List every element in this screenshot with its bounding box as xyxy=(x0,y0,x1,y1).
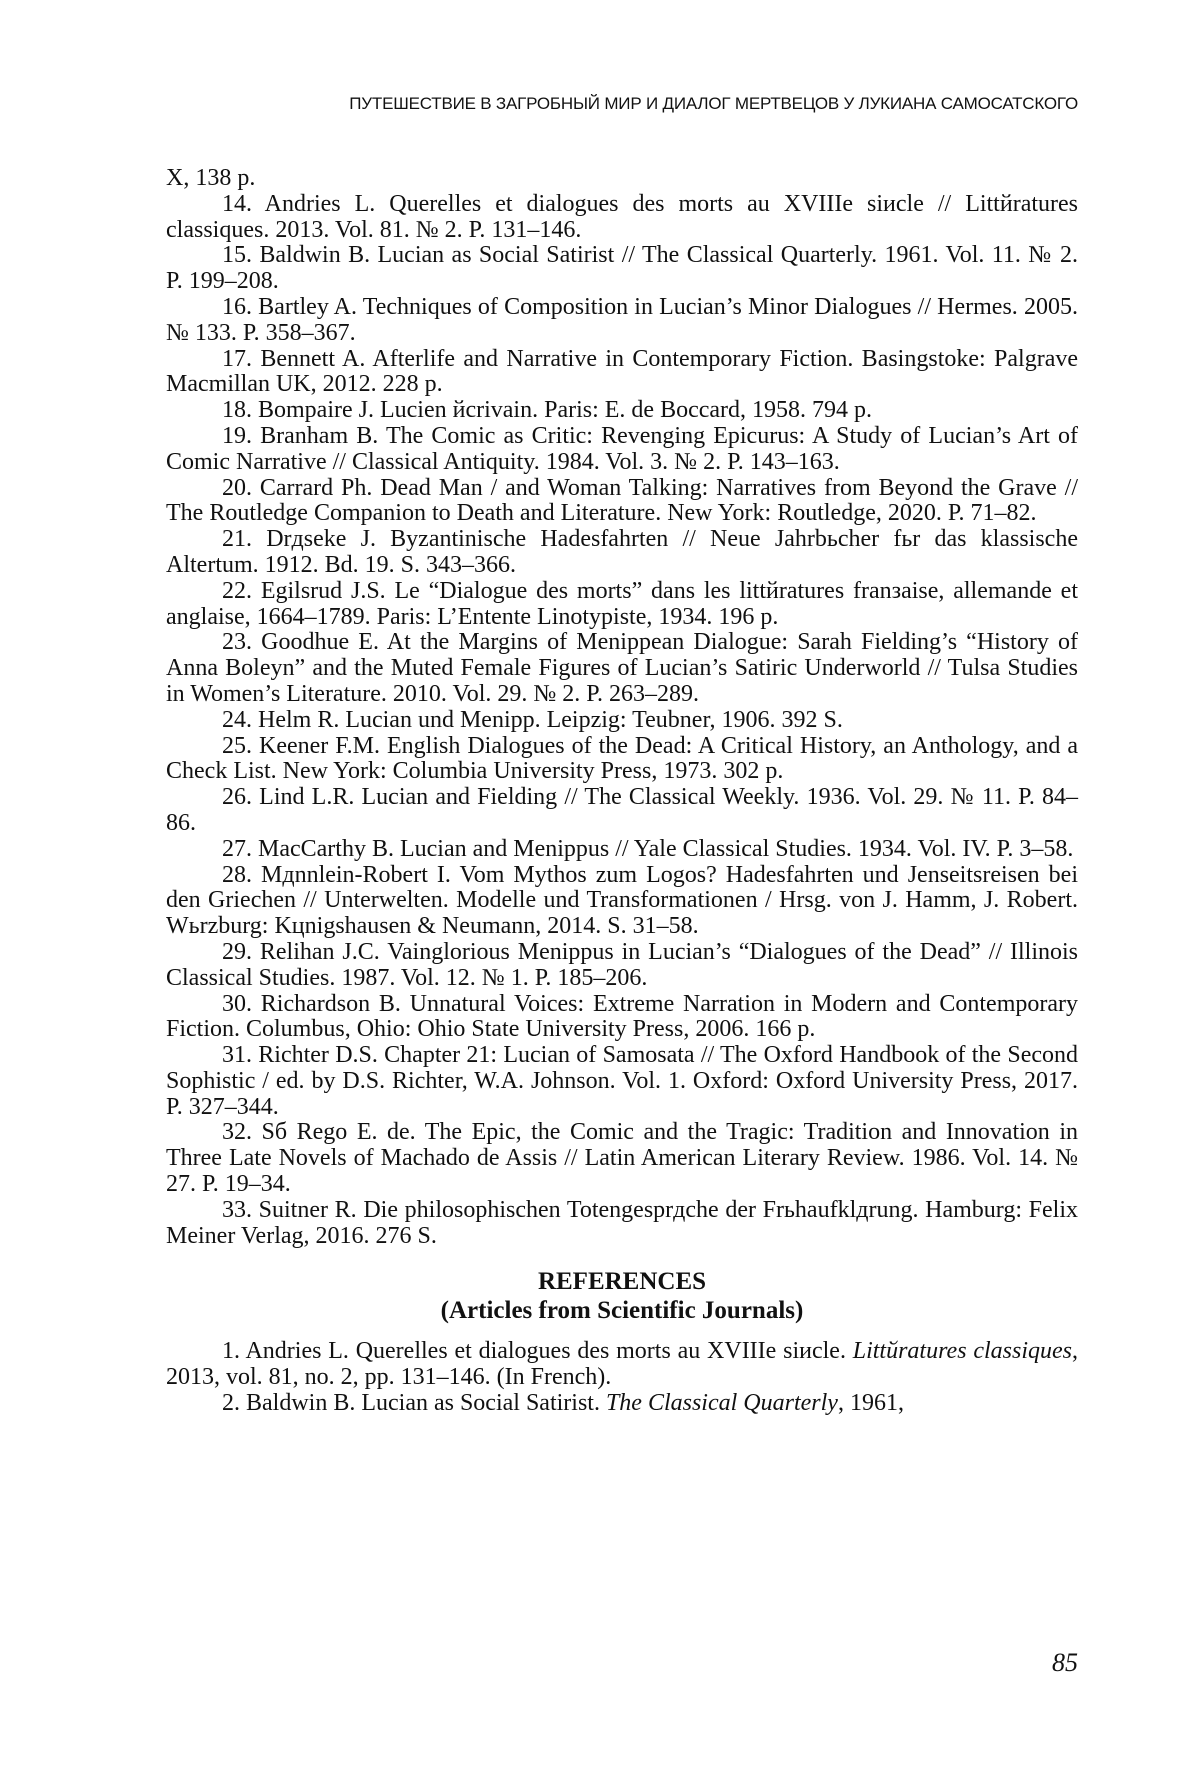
reference-text: , 2013, vol. 81, no. 2, pp. 131–146. (In French). xyxy=(166,1338,1078,1391)
journal-title: Littйratures classiques xyxy=(852,1338,1072,1365)
bibliography-entry: 17. Bennett A. Afterlife and Narrative in Contemporary Fiction. Basingstoke: Palgrave Macmillan UK, 2012. 228 p. xyxy=(166,345,1078,398)
references-heading xyxy=(166,1267,1078,1325)
bibliography-entry: 32. Sб Rego E. de. The Epic, the Comic and the Tragic: Tradition and Innovation in Three Late Novels of Machado de Assis // Latin American Literary Review. 1986. Vol. 14. № 27. P. 19–34. xyxy=(166,1119,1078,1198)
bibliography-entry: 26. Lind L.R. Lucian and Fielding // The Classical Weekly. 1936. Vol. 29. № 11. P. 84–86. xyxy=(166,784,1078,836)
journal-title: The Classical Quarterly xyxy=(605,1390,838,1417)
reference-entry xyxy=(166,1339,1078,1391)
reference-entry xyxy=(166,1391,1078,1417)
bibliography-entry: 22. Egilsrud J.S. Le “Dialogue des morts” dans les littйratures franзaise, allemande et anglaise, 1664–1789. Paris: L’Entente Linotypiste, 1934. 196 p. xyxy=(166,577,1078,630)
bibliography-entry: 24. Helm R. Lucian und Menipp. Leipzig: Teubner, 1906. 392 S. xyxy=(222,706,843,733)
bibliography-entry: 28. Mдnnlein-Robert I. Vom Mythos zum Logos? Hadesfahrten und Jenseitsreisen bei den Griechen // Unterwelten. Modelle und Transformationen / Hrsg. von J. Hamm, J. Robert. Wьrzburg: Kцnigshausen & Neumann, 2014. S. 31–58. xyxy=(166,861,1078,940)
references-subtitle: (Articles from Scientific Journals) xyxy=(440,1297,804,1325)
bibliography-entry: 31. Richter D.S. Chapter 21: Lucian of Samosata // The Oxford Handbook of the Second Sophistic / ed. by D.S. Richter, W.A. Johnson. Vol. 1. Oxford: Oxford University Press, 2017. P. 327–344. xyxy=(166,1042,1078,1120)
bibliography-list xyxy=(166,192,1078,1250)
bibliography-entry: 14. Andries L. Querelles et dialogues des morts au XVIIIe siиcle // Littйratures classiques. 2013. Vol. 81. № 2. P. 131–146. xyxy=(166,190,1078,243)
bibliography-entry: 23. Goodhue E. At the Margins of Menippean Dialogue: Sarah Fielding’s “History of Anna Boleyn” and the Muted Female Figures of Lucian’s Satiric Underworld // Tulsa Studies in Women’s Literature. 2010. Vol. 29. № 2. P. 263–289. xyxy=(166,629,1078,707)
page-body xyxy=(166,166,1078,1417)
references-list xyxy=(166,1339,1078,1416)
bibliography-entry: 25. Keener F.M. English Dialogues of the Dead: A Critical History, an Anthology, and a Check List. New York: Columbia University Press, 1973. 302 p. xyxy=(166,732,1078,785)
bibliography-entry: 30. Richardson B. Unnatural Voices: Extreme Narration in Modern and Contemporary Fiction. Columbus, Ohio: Ohio State University Press, 2006. 166 p. xyxy=(166,990,1078,1043)
bibliography-entry: 27. MacCarthy B. Lucian and Menippus // Yale Classical Studies. 1934. Vol. IV. P. 3–58. xyxy=(222,835,1074,862)
reference-text: 1. Andries L. Querelles et dialogues des morts au XVIIIe siиcle. xyxy=(222,1338,853,1365)
bibliography-entry: 20. Carrard Ph. Dead Man / and Woman Talking: Narratives from Beyond the Grave // The Routledge Companion to Death and Literature. New York: Routledge, 2020. P. 71–82. xyxy=(166,474,1078,527)
references-title: REFERENCES xyxy=(537,1268,707,1296)
bibliography-entry: 15. Baldwin B. Lucian as Social Satirist // The Classical Quarterly. 1961. Vol. 11. № 2. P. 199–208. xyxy=(166,242,1078,295)
bibliography-entry: 29. Relihan J.C. Vainglorious Menippus in Lucian’s “Dialogues of the Dead” // Illinois Classical Studies. 1987. Vol. 12. № 1. P. 185–206. xyxy=(166,938,1078,991)
bibliography-entry: 19. Branham B. The Comic as Critic: Revenging Epicurus: A Study of Lucian’s Art of Comic Narrative // Classical Antiquity. 1984. Vol. 3. № 2. P. 143–163. xyxy=(166,422,1078,475)
running-header: ПУТЕШЕСТВИЕ В ЗАГРОБНЫЙ МИР И ДИАЛОГ МЕРТВЕЦОВ У ЛУКИАНА САМОСАТСКОГО xyxy=(349,94,1078,113)
bibliography-entry: 18. Bompaire J. Lucien йcrivain. Paris: E. de Boccard, 1958. 794 p. xyxy=(222,397,873,424)
bibliography-entry: 33. Suitner R. Die philosophischen Totengesprдche der Frьhaufklдrung. Hamburg: Felix Meiner Verlag, 2016. 276 S. xyxy=(166,1196,1078,1249)
reference-text: 2. Baldwin B. Lucian as Social Satirist. xyxy=(222,1390,606,1417)
page-number: 85 xyxy=(1052,1648,1078,1677)
continued-entry-fragment: X, 138 p. xyxy=(166,165,256,191)
reference-text: , 1961, xyxy=(837,1390,904,1417)
bibliography-entry: 16. Bartley A. Techniques of Composition in Lucian’s Minor Dialogues // Hermes. 2005. № 133. P. 358–367. xyxy=(166,293,1078,346)
bibliography-entry: 21. Drдseke J. Byzantinische Hadesfahrten // Neue Jahrbьcher fьr das klassische Altertum. 1912. Bd. 19. S. 343–366. xyxy=(166,526,1078,578)
